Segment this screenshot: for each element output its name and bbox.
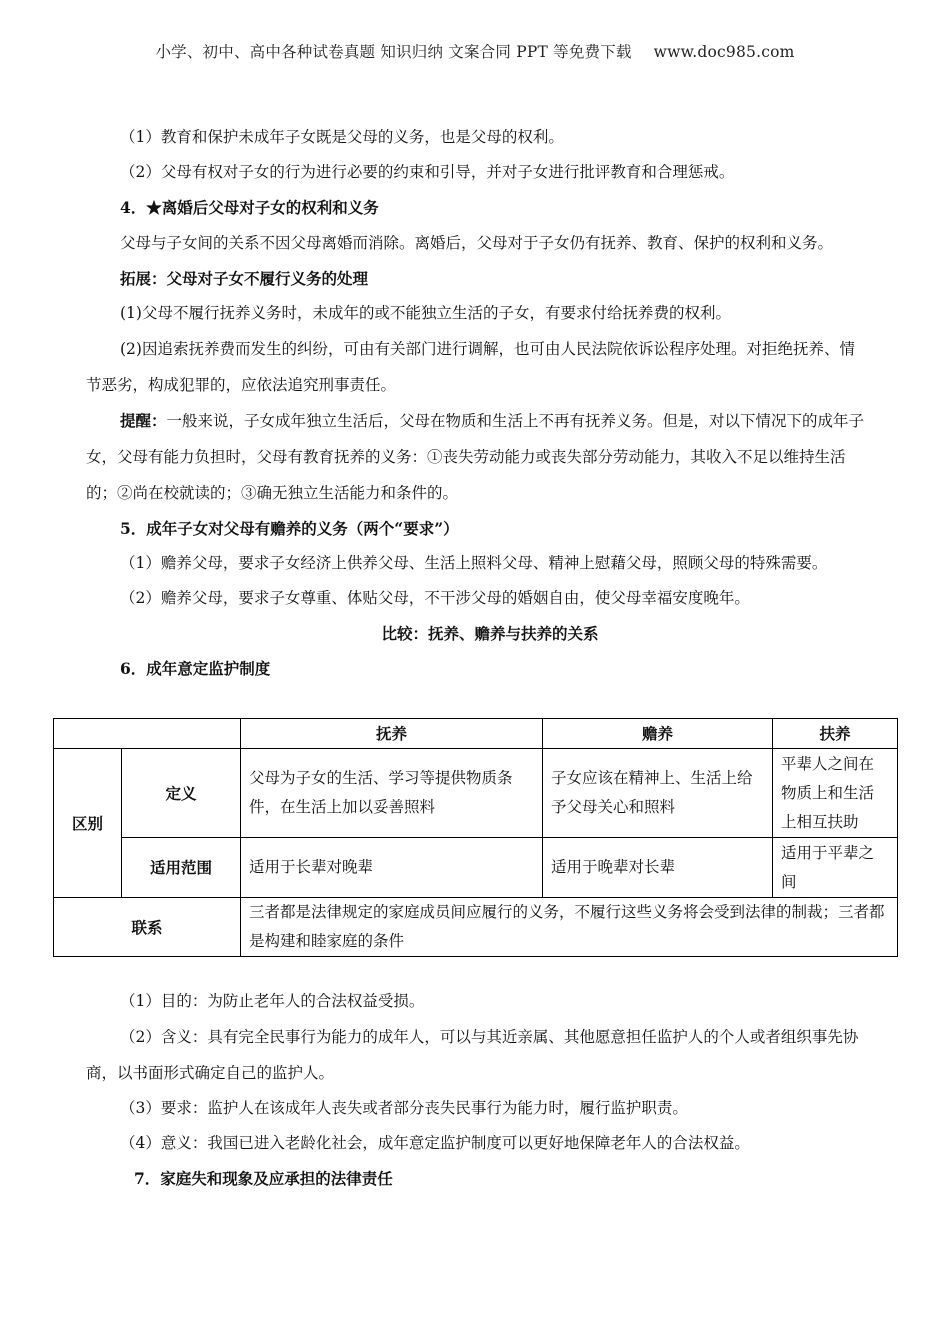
table-cell: 父母为子女的生活、学习等提供物质条件，在生活上加以妥善照料 <box>241 749 543 838</box>
extension-item-1: (1)父母不履行抚养义务时，未成年的或不能独立生活的子女，有要求付给抚养费的权利。 <box>120 304 731 322</box>
table-cell: 平辈人之间在物质上和生活上相互扶助 <box>773 749 898 838</box>
section5-heading: 5．成年子女对父母有赡养的义务（两个“要求”） <box>120 519 459 538</box>
table-corner-cell <box>54 719 241 749</box>
section6-item-1: （1）目的：为防止老年人的合法权益受损。 <box>120 992 425 1010</box>
reminder-paragraph <box>86 403 866 511</box>
section6-item-3: （3）要求：监护人在该成年人丧失或者部分丧失民事行为能力时，履行监护职责。 <box>120 1099 688 1117</box>
table-cell: 适用于平辈之间 <box>773 838 898 898</box>
table-cell: 适用于晚辈对长辈 <box>543 838 773 898</box>
table-cell: 子女应该在精神上、生活上给予父母关心和照料 <box>543 749 773 838</box>
section6-item-2: （2）含义：具有完全民事行为能力的成年人，可以与其近亲属、其他愿意担任监护人的个人或者组织事先协商，以书面形式确定自己的监护人。 <box>86 1028 859 1082</box>
comparison-table <box>53 718 898 957</box>
table-row <box>54 898 898 957</box>
extension-heading: 拓展：父母对子女不履行义务的处理 <box>120 269 369 288</box>
table-row <box>54 749 898 838</box>
reminder-label: 提醒： <box>120 411 167 430</box>
row-group-label: 区别 <box>54 749 122 898</box>
section5-item-2: （2）赡养父母，要求子女尊重、体贴父母，不干涉父母的婚姻自由，使父母幸福安度晚年。 <box>120 589 750 607</box>
table-cell-relation: 三者都是法律规定的家庭成员间应履行的义务，不履行这些义务将会受到法律的制裁；三者都是构建和睦家庭的条件 <box>241 898 898 957</box>
main-content <box>86 120 866 686</box>
section6-heading: 6．成年意定监护制度 <box>120 659 271 678</box>
extension-item-2: (2)因追索抚养费而发生的纠纷，可由有关部门进行调解，也可由人民法院依诉讼程序处理。对拒绝抚养、情节恶劣，构成犯罪的，应依法追究刑事责任。 <box>86 340 855 394</box>
row-label-definition: 定义 <box>122 749 241 838</box>
page-header <box>0 40 950 62</box>
compare-title: 比较：抚养、赡养与扶养的关系 <box>381 624 599 643</box>
header-text: 小学、初中、高中各种试卷真题 知识归纳 文案合同 PPT 等免费下载 <box>155 43 632 61</box>
reminder-text: 一般来说，子女成年独立生活后，父母在物质和生活上不再有抚养义务。但是，对以下情况下的成年子女，父母有能力负担时，父母有教育抚养的义务：①丧失劳动能力或丧失部分劳动能力，其收入不足以维持生活的；②尚在校就读的；③确无独立生活能力和条件的。 <box>86 412 865 502</box>
section4-body: 父母与子女间的关系不因父母离婚而消除。离婚后，父母对于子女仍有抚养、教育、保护的权利和义务。 <box>120 234 834 252</box>
column-header-fuyang-peer: 扶养 <box>773 719 898 749</box>
section7-heading: 7．家庭失和现象及应承担的法律责任 <box>134 1169 393 1188</box>
table-header-row <box>54 719 898 749</box>
row-label-scope: 适用范围 <box>122 838 241 898</box>
section6-item-4: （4）意义：我国已进入老龄化社会，成年意定监护制度可以更好地保障老年人的合法权益。 <box>120 1134 750 1152</box>
table-row <box>54 838 898 898</box>
paragraph-a1: （1）教育和保护未成年子女既是父母的义务，也是父母的权利。 <box>120 128 564 146</box>
section6-content <box>86 984 866 1196</box>
row-label-relation: 联系 <box>54 898 241 957</box>
column-header-shanyang: 赡养 <box>543 719 773 749</box>
section4-heading: 4．★离婚后父母对子女的权利和义务 <box>120 198 379 217</box>
header-site[interactable]: www.doc985.com <box>653 43 795 61</box>
table-cell: 适用于长辈对晚辈 <box>241 838 543 898</box>
paragraph-a2: （2）父母有权对子女的行为进行必要的约束和引导，并对子女进行批评教育和合理惩戒。 <box>120 163 735 181</box>
column-header-fuyang: 抚养 <box>241 719 543 749</box>
section5-item-1: （1）赡养父母，要求子女经济上供养父母、生活上照料父母、精神上慰藉父母，照顾父母的特殊需要。 <box>120 554 828 572</box>
